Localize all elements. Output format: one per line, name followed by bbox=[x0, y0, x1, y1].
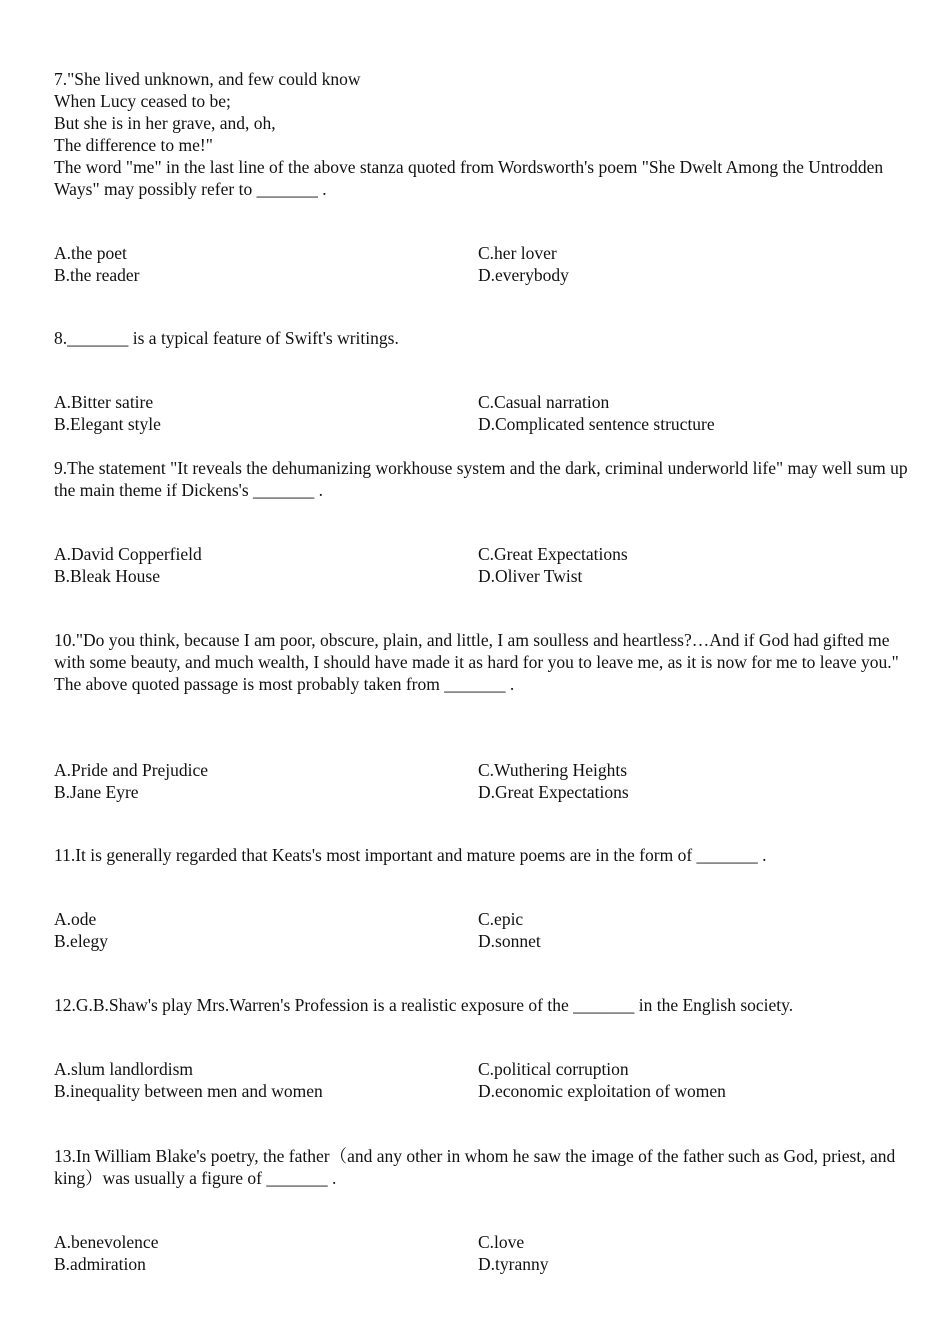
options-9 bbox=[54, 543, 924, 587]
option-a: A.ode bbox=[54, 909, 97, 929]
option-d: D.Oliver Twist bbox=[478, 566, 583, 586]
option-a: A.the poet bbox=[54, 243, 127, 263]
question-8 bbox=[54, 327, 924, 349]
question-stem-line: 12.G.B.Shaw's play Mrs.Warren's Profession is a realistic exposure of the _______ in the English society. bbox=[54, 995, 794, 1015]
option-b: B.inequality between men and women bbox=[54, 1081, 323, 1101]
option-c: C.political corruption bbox=[478, 1059, 629, 1079]
question-stem-line: 13.In William Blake's poetry, the father（and any other in whom he saw the image of the father such as God, priest, and king）was usually a figure of _______ . bbox=[54, 1146, 900, 1188]
option-c: C.Great Expectations bbox=[478, 544, 628, 564]
option-b: B.admiration bbox=[54, 1254, 146, 1274]
question-stem-line: 8._______ is a typical feature of Swift's writings. bbox=[54, 328, 399, 348]
question-13 bbox=[54, 1145, 924, 1189]
option-a: A.benevolence bbox=[54, 1232, 159, 1252]
question-stem-line: But she is in her grave, and, oh, bbox=[54, 113, 276, 133]
option-b: B.Bleak House bbox=[54, 566, 160, 586]
question-10 bbox=[54, 629, 924, 695]
options-7 bbox=[54, 242, 924, 286]
options-13 bbox=[54, 1231, 924, 1275]
question-stem-line: 9.The statement "It reveals the dehumanizing workhouse system and the dark, criminal underworld life" may well sum up the main theme if Dickens's _______ . bbox=[54, 458, 912, 500]
option-b: B.the reader bbox=[54, 265, 140, 285]
option-c: C.her lover bbox=[478, 243, 557, 263]
question-9 bbox=[54, 457, 924, 501]
question-12 bbox=[54, 994, 924, 1016]
option-b: B.Elegant style bbox=[54, 414, 161, 434]
option-d: D.Great Expectations bbox=[478, 782, 629, 802]
option-d: D.economic exploitation of women bbox=[478, 1081, 726, 1101]
option-b: B.elegy bbox=[54, 931, 108, 951]
option-c: C.Wuthering Heights bbox=[478, 760, 627, 780]
question-7 bbox=[54, 68, 924, 200]
question-11 bbox=[54, 844, 924, 866]
option-a: A.Bitter satire bbox=[54, 392, 154, 412]
options-12 bbox=[54, 1058, 924, 1102]
option-a: A.David Copperfield bbox=[54, 544, 202, 564]
question-stem-line: The difference to me!" bbox=[54, 135, 213, 155]
options-11 bbox=[54, 908, 924, 952]
question-stem-line: 7."She lived unknown, and few could know bbox=[54, 69, 361, 89]
option-b: B.Jane Eyre bbox=[54, 782, 139, 802]
option-c: C.epic bbox=[478, 909, 524, 929]
option-a: A.Pride and Prejudice bbox=[54, 760, 209, 780]
question-stem-line: When Lucy ceased to be; bbox=[54, 91, 231, 111]
question-stem-line: The above quoted passage is most probably taken from _______ . bbox=[54, 674, 515, 694]
options-8 bbox=[54, 391, 924, 435]
option-a: A.slum landlordism bbox=[54, 1059, 194, 1079]
option-c: C.Casual narration bbox=[478, 392, 610, 412]
options-10 bbox=[54, 759, 924, 803]
option-d: D.everybody bbox=[478, 265, 569, 285]
question-stem-line: 10."Do you think, because I am poor, obscure, plain, and little, I am soulless and heartless?…And if God had gifted me with some beauty, and much wealth, I should have made it as hard for you to leave me, as it is now for me to leave you." bbox=[54, 630, 899, 672]
question-stem-line: 11.It is generally regarded that Keats's most important and mature poems are in the form of _______ . bbox=[54, 845, 767, 865]
question-stem-line: The word "me" in the last line of the above stanza quoted from Wordsworth's poem "She Dwelt Among the Untrodden Ways" may possibly refer to _______ . bbox=[54, 157, 888, 199]
option-d: D.Complicated sentence structure bbox=[478, 414, 715, 434]
option-d: D.tyranny bbox=[478, 1254, 549, 1274]
option-c: C.love bbox=[478, 1232, 525, 1252]
option-d: D.sonnet bbox=[478, 931, 541, 951]
